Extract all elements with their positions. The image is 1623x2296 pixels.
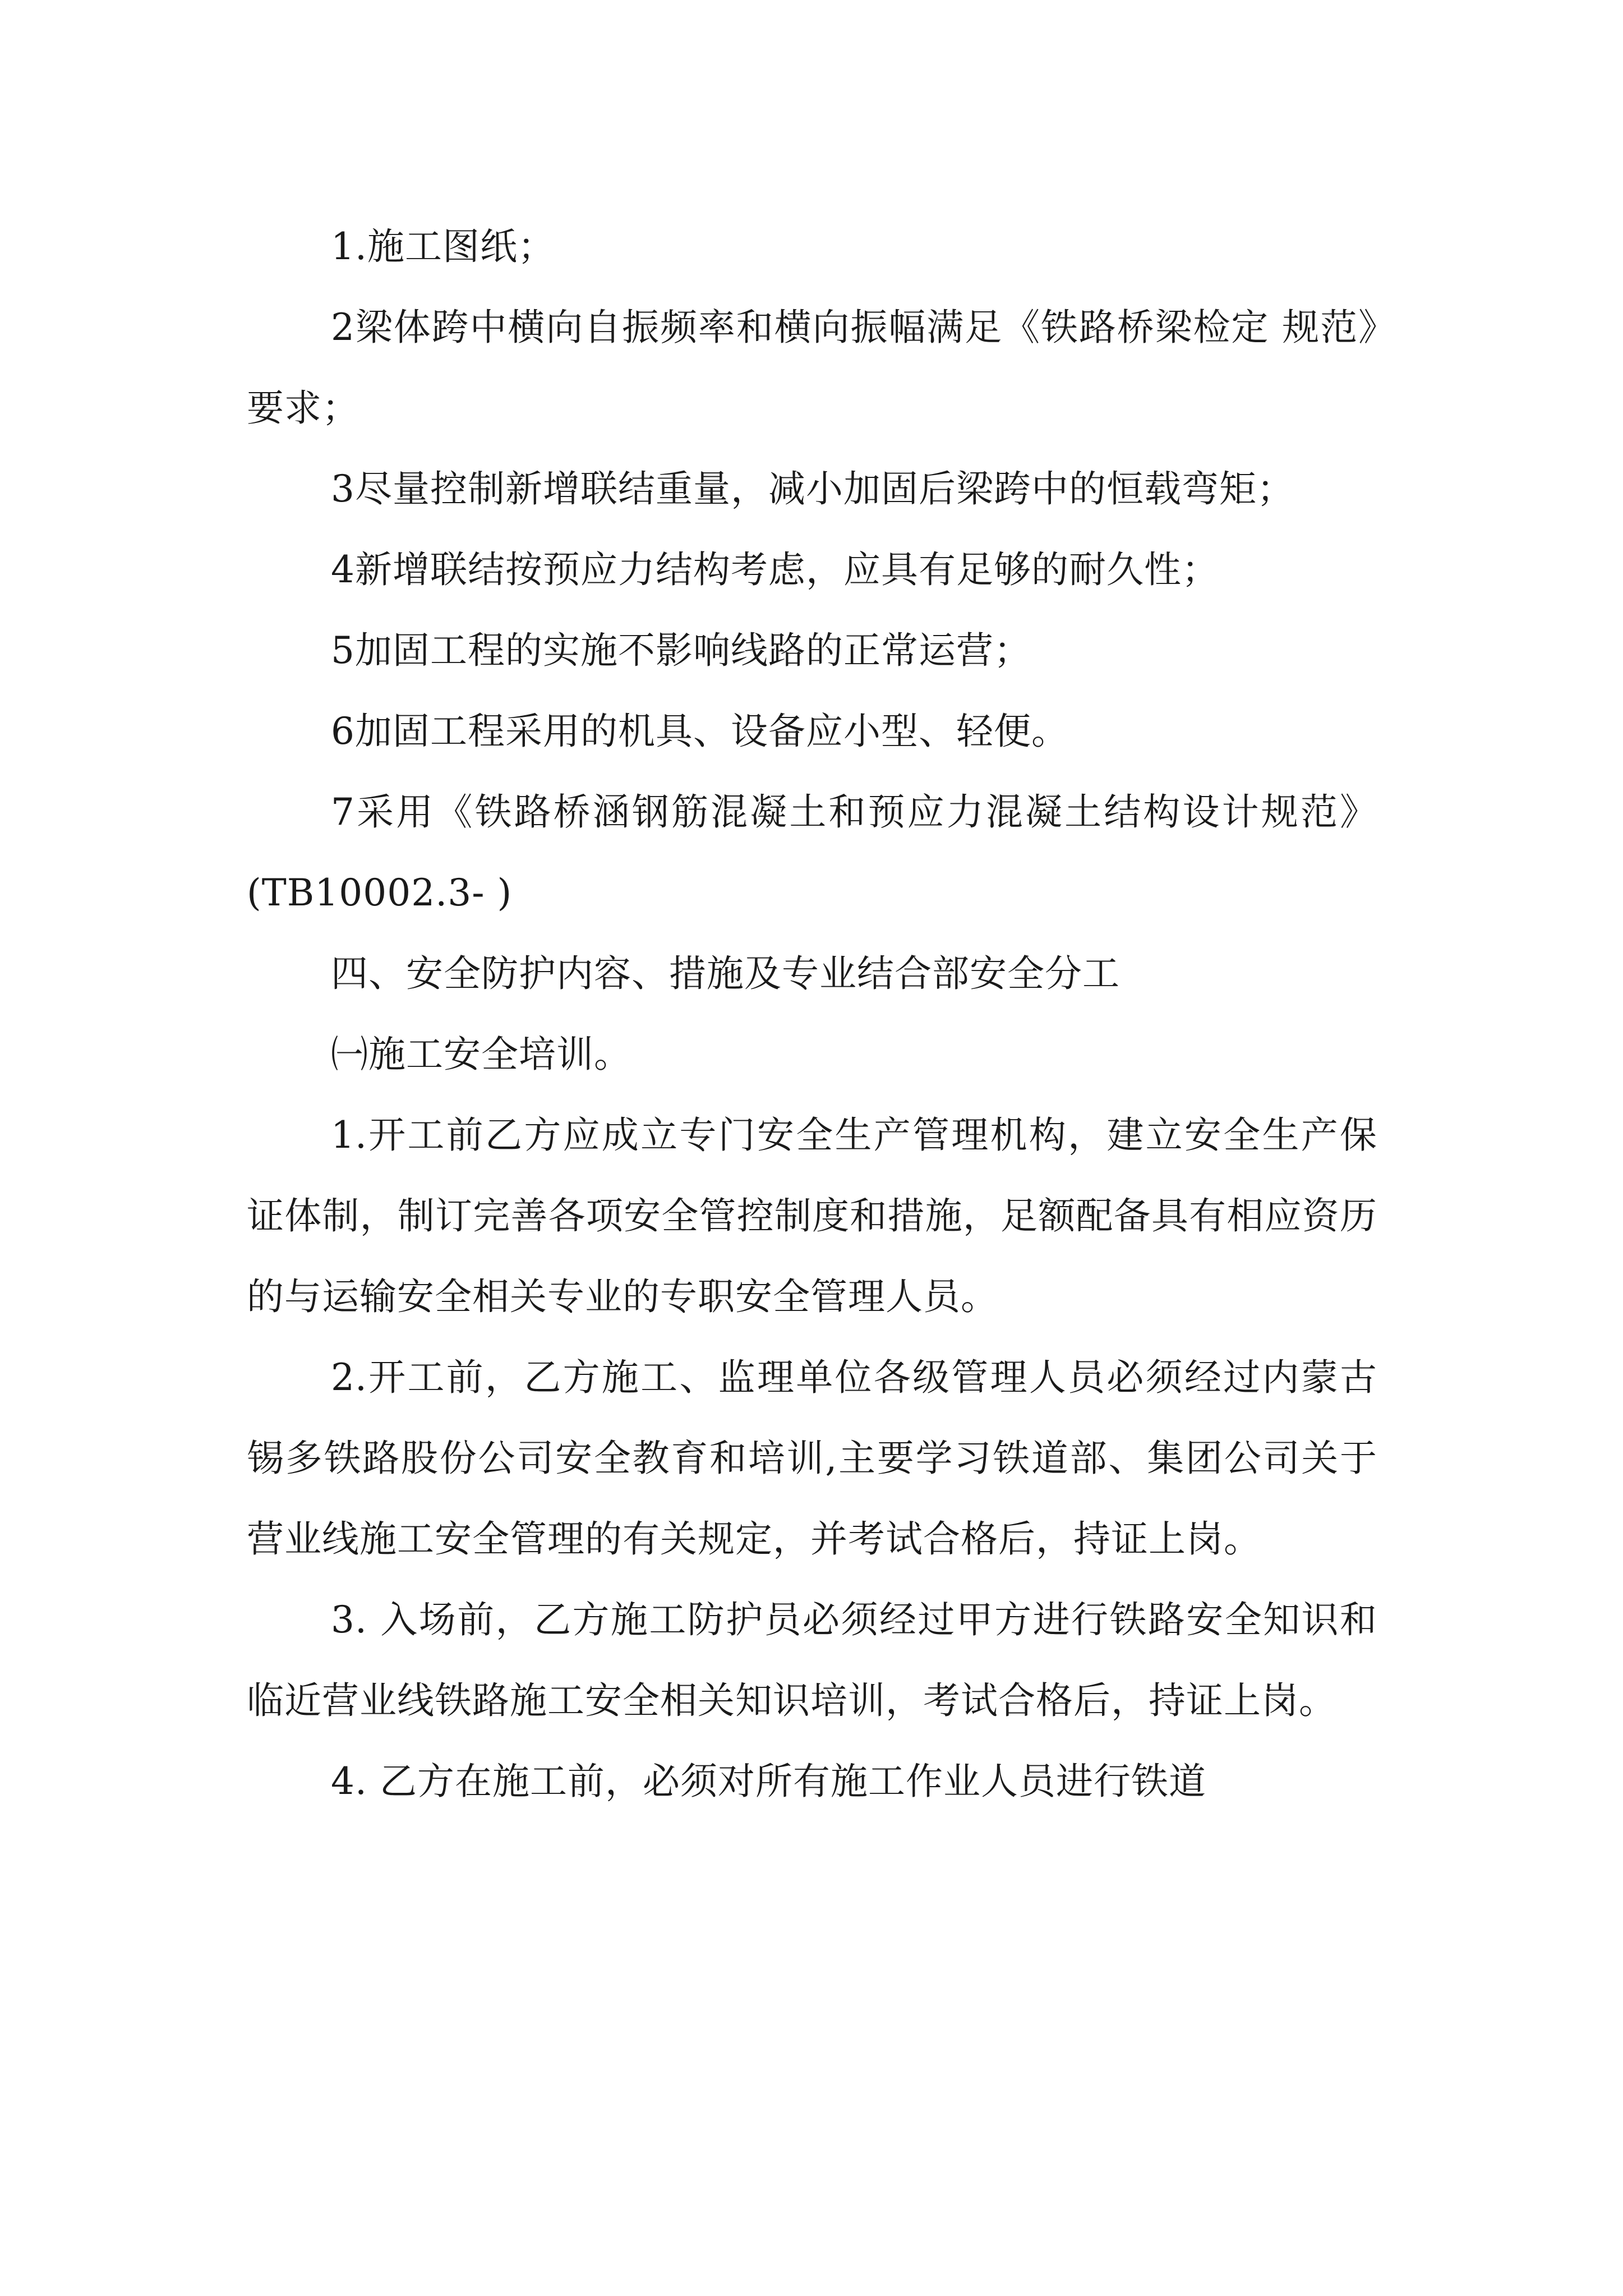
list-item-prestressed-connection: 4新增联结按预应力结构考虑，应具有足够的耐久性；	[331, 548, 1219, 591]
list-item-construction-drawings: 1.施工图纸；	[331, 225, 555, 268]
list-item-small-equipment: 6加固工程采用的机具、设备应小型、轻便。	[331, 710, 1069, 753]
list-item-design-code: 7采用《铁路桥涵钢筋混凝土和预应力混凝土结构设计规范》(TB10002.3- )	[247, 790, 1377, 914]
list-item-weight-control: 3尽量控制新增联结重量，减小加固后梁跨中的恒载弯矩；	[331, 467, 1294, 510]
list-item-normal-operation: 5加固工程的实施不影响线路的正常运营；	[331, 629, 1031, 672]
section-heading-safety: 四、安全防护内容、措施及专业结合部安全分工	[331, 952, 1120, 995]
paragraph-safety-organization: 1.开工前乙方应成立专门安全生产管理机构，建立安全生产保证体制，制订完善各项安全管控制度和措施，足额配备具有相应资历的与运输安全相关专业的专职安全管理人员。	[247, 1114, 1377, 1318]
paragraph-worker-training: 4. 乙方在施工前，必须对所有施工作业人员进行铁道	[331, 1760, 1206, 1803]
document-page	[247, 206, 1377, 1822]
paragraph-management-training: 2.开工前，乙方施工、监理单位各级管理人员必须经过内蒙古锡多铁路股份公司安全教育和培训,主要学习铁道部、集团公司关于营业线施工安全管理的有关规定，并考试合格后，持证上岗。	[247, 1356, 1377, 1561]
subsection-heading-training: ㈠施工安全培训。	[331, 1033, 631, 1076]
list-item-frequency-requirement: 2梁体跨中横向自振频率和横向振幅满足《铁路桥梁检定 规范》要求；	[247, 306, 1377, 430]
paragraph-guard-training: 3. 入场前，乙方施工防护员必须经过甲方进行铁路安全知识和临近营业线铁路施工安全相关知识培训，考试合格后，持证上岗。	[247, 1598, 1377, 1722]
